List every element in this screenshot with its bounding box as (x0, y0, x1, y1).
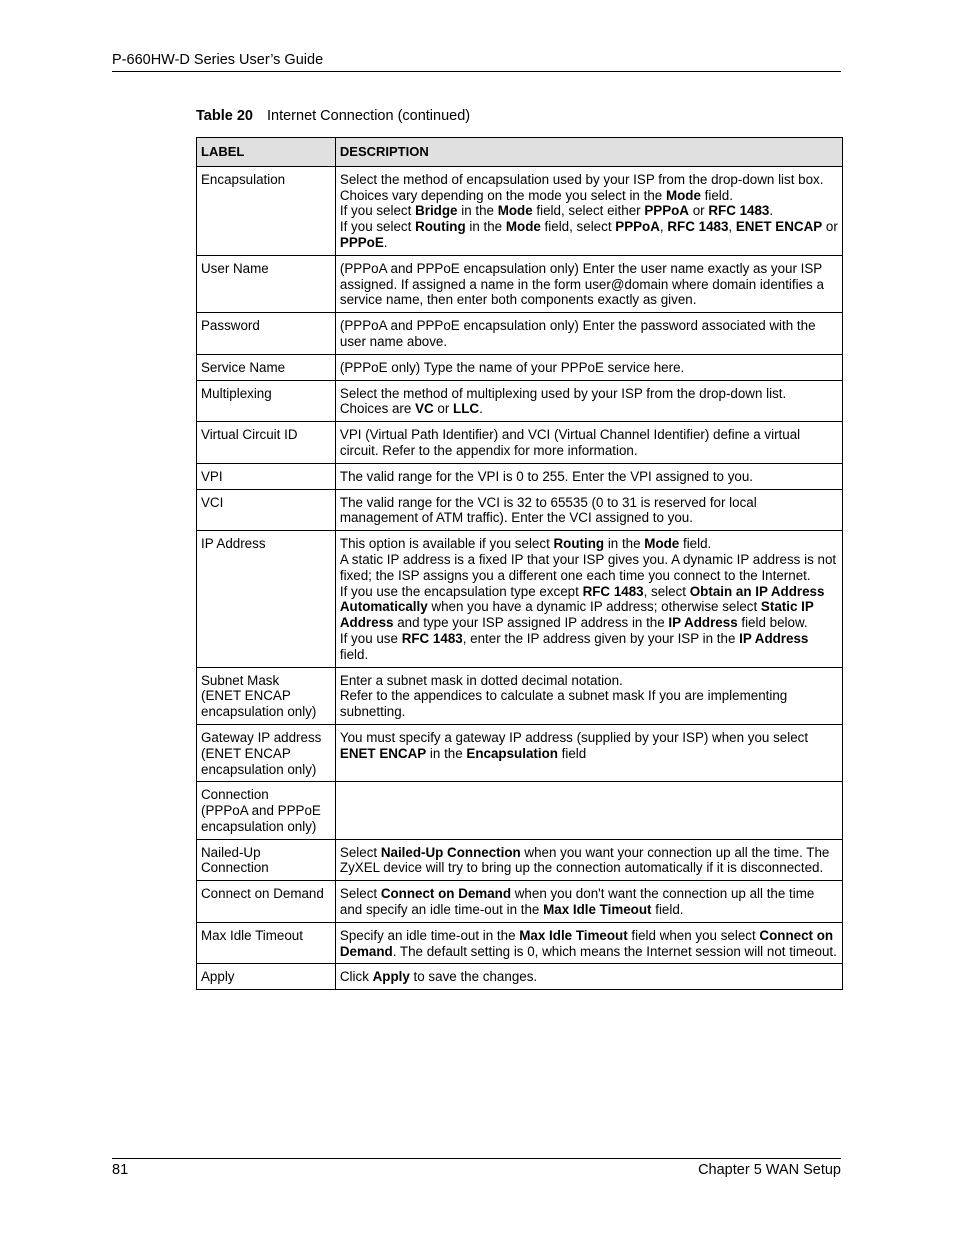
description-text: (PPPoA and PPPoE encapsulation only) Enter the password associated with the user name above. (339, 318, 816, 349)
row-description-cell (335, 489, 842, 531)
description-emphasis: Bridge (415, 203, 458, 219)
description-paragraph (340, 552, 838, 584)
table-row (197, 881, 843, 923)
description-emphasis: Max Idle Timeout (519, 927, 628, 943)
row-label: Virtual Circuit ID (201, 427, 298, 443)
description-text: field, select either (532, 203, 645, 219)
description-emphasis: Mode (665, 187, 701, 203)
column-header-label: LABEL (197, 138, 336, 167)
table-row (197, 354, 843, 380)
description-text: (PPPoE only) Type the name of your PPPoE service here. (339, 359, 685, 375)
description-text: and type your ISP assigned IP address in the (393, 615, 669, 631)
row-description-cell (335, 463, 842, 489)
description-emphasis: RFC 1483 (667, 219, 729, 235)
row-description-cell (335, 255, 842, 312)
description-text: Select the method of multiplexing used by your ISP from the drop-down list. Choices are (339, 385, 787, 417)
row-description-cell (335, 531, 842, 667)
description-text: field. (700, 187, 733, 203)
description-paragraph (340, 584, 838, 631)
description-text: , (659, 219, 668, 235)
description-emphasis: PPPoA (615, 219, 660, 235)
table-caption-title: Internet Connection (continued) (266, 108, 471, 124)
description-text: VPI (Virtual Path Identifier) and VCI (Virtual Channel Identifier) define a virtual circuit. Refer to the appendix for more information. (339, 427, 801, 458)
table-row (197, 422, 843, 464)
row-label-cell (197, 422, 336, 464)
description-emphasis: PPPoA (644, 203, 689, 219)
header-divider (112, 71, 841, 72)
row-label-note: (PPPoA and PPPoE encapsulation only) (201, 803, 321, 834)
row-description-cell (335, 667, 842, 724)
row-description-cell (335, 380, 842, 422)
row-label-cell (197, 922, 336, 964)
row-label-cell (197, 667, 336, 724)
table-row (197, 463, 843, 489)
description-emphasis: RFC 1483 (582, 583, 644, 599)
description-emphasis: ENET ENCAP (735, 219, 823, 235)
description-paragraph (340, 928, 838, 960)
description-text: Select (339, 844, 381, 860)
description-paragraph (340, 203, 838, 219)
table-row (197, 964, 843, 990)
description-text: field when you select (627, 927, 760, 943)
row-description-cell (335, 964, 842, 990)
table-row (197, 313, 843, 355)
description-emphasis: Encapsulation (466, 745, 558, 761)
description-text: , (728, 219, 736, 235)
description-text: Enter a subnet mask in dotted decimal notation. (339, 672, 623, 688)
row-label: Connect on Demand (201, 886, 324, 902)
description-text: . (479, 401, 483, 417)
row-label-cell (197, 724, 336, 781)
table-row (197, 380, 843, 422)
description-text: when you have a dynamic IP address; otherwise select (427, 599, 761, 615)
description-text: You must specify a gateway IP address (supplied by your ISP) when you select (339, 729, 809, 745)
description-paragraph (340, 845, 838, 877)
description-emphasis: Max Idle Timeout (543, 902, 652, 918)
description-text: or (688, 203, 709, 219)
table-row (197, 531, 843, 667)
description-emphasis: Static IP Address (339, 599, 814, 631)
description-paragraph (340, 318, 838, 350)
description-text: in the (604, 536, 645, 552)
description-paragraph (340, 536, 838, 552)
row-label: Subnet Mask (201, 672, 280, 688)
description-paragraph (340, 631, 838, 663)
row-label-cell (197, 463, 336, 489)
row-label-cell (197, 313, 336, 355)
table-header-row (197, 138, 843, 167)
table-caption-number: Table 20 (196, 108, 253, 124)
row-description-cell (335, 782, 842, 839)
description-text: The valid range for the VCI is 32 to 65535 (0 to 31 is reserved for local management of ATM traffic). Enter the VCI assigned to you. (339, 494, 757, 526)
row-label-cell (197, 839, 336, 881)
row-label-note: (ENET ENCAP encapsulation only) (201, 688, 317, 720)
description-text: . (769, 203, 774, 219)
row-label: Multiplexing (201, 385, 272, 401)
row-description-cell (335, 724, 842, 781)
row-label: Connection (201, 787, 269, 803)
row-label: Apply (201, 969, 235, 985)
description-text: field (557, 745, 587, 761)
row-label: VCI (201, 494, 224, 510)
description-text: in the (426, 745, 467, 761)
description-text: Select the method of encapsulation used by your ISP from the drop-down list box. Choices vary depending on the mode you select in the (339, 171, 824, 203)
description-text: This option is available if you select (339, 536, 554, 552)
description-text: If you use (339, 630, 402, 646)
description-paragraph (340, 427, 838, 459)
description-text: in the (465, 219, 506, 235)
description-paragraph (340, 673, 838, 689)
description-emphasis: LLC (453, 401, 480, 417)
description-paragraph (340, 688, 838, 720)
description-emphasis: Routing (415, 219, 466, 235)
row-label-cell (197, 489, 336, 531)
description-text: when you don't want the connection up all the time and specify an idle time-out in the (339, 886, 815, 918)
description-text: If you select (339, 203, 416, 219)
description-text: , enter the IP address given by your ISP in the (462, 630, 740, 646)
page-header-title: P-660HW-D Series User’s Guide (112, 52, 324, 68)
row-description-cell (335, 166, 842, 255)
footer-divider (112, 1158, 841, 1159)
row-label: Gateway IP address (201, 729, 322, 745)
description-emphasis: Nailed-Up Connection (380, 844, 521, 860)
row-description-cell (335, 354, 842, 380)
description-emphasis: IP Address (668, 615, 738, 631)
description-text: field below. (737, 615, 808, 631)
description-text: or (822, 219, 838, 235)
table-row (197, 782, 843, 839)
description-text: when you want your connection up all the time. The ZyXEL device will try to bring up the connection automatically if it is disconnected. (339, 844, 830, 876)
row-label: Nailed-Up Connection (201, 844, 269, 876)
description-text: Click (339, 969, 373, 985)
description-paragraph (340, 386, 838, 418)
row-label: Max Idle Timeout (201, 927, 303, 943)
row-label-cell (197, 166, 336, 255)
row-description-cell (335, 881, 842, 923)
description-text: to save the changes. (409, 969, 538, 985)
description-paragraph (340, 360, 838, 376)
description-emphasis: Mode (644, 536, 680, 552)
row-label-cell (197, 354, 336, 380)
table-row (197, 922, 843, 964)
description-paragraph (340, 969, 838, 985)
description-text: field, select (540, 219, 616, 235)
table-row (197, 839, 843, 881)
description-emphasis: Mode (505, 219, 541, 235)
internet-connection-table (196, 137, 843, 990)
row-label: Password (201, 318, 260, 334)
description-text: Select (339, 886, 381, 902)
row-label-note: (ENET ENCAP encapsulation only) (201, 745, 317, 777)
description-paragraph (340, 730, 838, 762)
description-paragraph (340, 219, 838, 251)
description-paragraph (340, 495, 838, 527)
column-header-description: DESCRIPTION (335, 138, 842, 167)
description-text: , select (643, 583, 690, 599)
table-body (197, 166, 843, 989)
description-text: Specify an idle time-out in the (339, 927, 520, 943)
table-row (197, 724, 843, 781)
description-text: or (433, 401, 454, 417)
description-text: field. (651, 902, 684, 918)
description-text: field. (339, 646, 369, 662)
footer-chapter: Chapter 5 WAN Setup (698, 1162, 841, 1178)
row-description-cell (335, 922, 842, 964)
row-description-cell (335, 313, 842, 355)
description-paragraph (340, 469, 838, 485)
description-emphasis: Routing (553, 536, 605, 552)
description-paragraph (340, 172, 838, 204)
description-text: Refer to the appendices to calculate a subnet mask If you are implementing subnetting. (339, 688, 788, 720)
description-emphasis: Apply (372, 969, 410, 985)
row-label-cell (197, 782, 336, 839)
description-text: (PPPoA and PPPoE encapsulation only) Enter the user name exactly as your ISP assigned. If assigned a name in the form user@domain where domain identifies a service name, then enter both components exactly as given. (339, 260, 824, 308)
footer-page-number: 81 (112, 1162, 129, 1178)
table-row (197, 255, 843, 312)
row-description-cell (335, 839, 842, 881)
description-emphasis: PPPoE (339, 234, 384, 250)
row-label-cell (197, 255, 336, 312)
description-text: A static IP address is a fixed IP that your ISP gives you. A dynamic IP address is not fixed; the ISP assigns you a different one each time you connect to the Internet. (339, 551, 837, 583)
description-text: field. (679, 536, 712, 552)
description-text: If you select (339, 219, 416, 235)
description-emphasis: VC (415, 401, 434, 417)
table-row (197, 489, 843, 531)
description-emphasis: Obtain an IP Address Automatically (339, 583, 825, 615)
row-label: User Name (201, 260, 269, 276)
row-label: IP Address (201, 536, 266, 552)
description-text: The valid range for the VPI is 0 to 255. Enter the VPI assigned to you. (339, 468, 754, 484)
description-emphasis: IP Address (739, 630, 809, 646)
description-emphasis: RFC 1483 (401, 630, 463, 646)
description-text: . The default setting is 0, which means the Internet session will not timeout. (392, 943, 837, 959)
row-label-cell (197, 531, 336, 667)
row-label-cell (197, 964, 336, 990)
description-emphasis: Mode (497, 203, 533, 219)
row-label-cell (197, 881, 336, 923)
description-emphasis: Connect on Demand (339, 927, 834, 959)
description-text: . (383, 234, 388, 250)
row-description-cell (335, 422, 842, 464)
description-emphasis: RFC 1483 (708, 203, 770, 219)
description-emphasis: Connect on Demand (380, 886, 512, 902)
row-label-cell (197, 380, 336, 422)
table-row (197, 166, 843, 255)
description-text: If you use the encapsulation type except (339, 583, 583, 599)
table-row (197, 667, 843, 724)
description-paragraph (340, 261, 838, 308)
description-text: in the (457, 203, 498, 219)
row-label: Service Name (201, 359, 286, 375)
table-caption (196, 108, 470, 124)
row-label: VPI (201, 468, 223, 484)
row-label: Encapsulation (201, 171, 286, 187)
description-emphasis: ENET ENCAP (339, 745, 427, 761)
description-paragraph (340, 886, 838, 918)
